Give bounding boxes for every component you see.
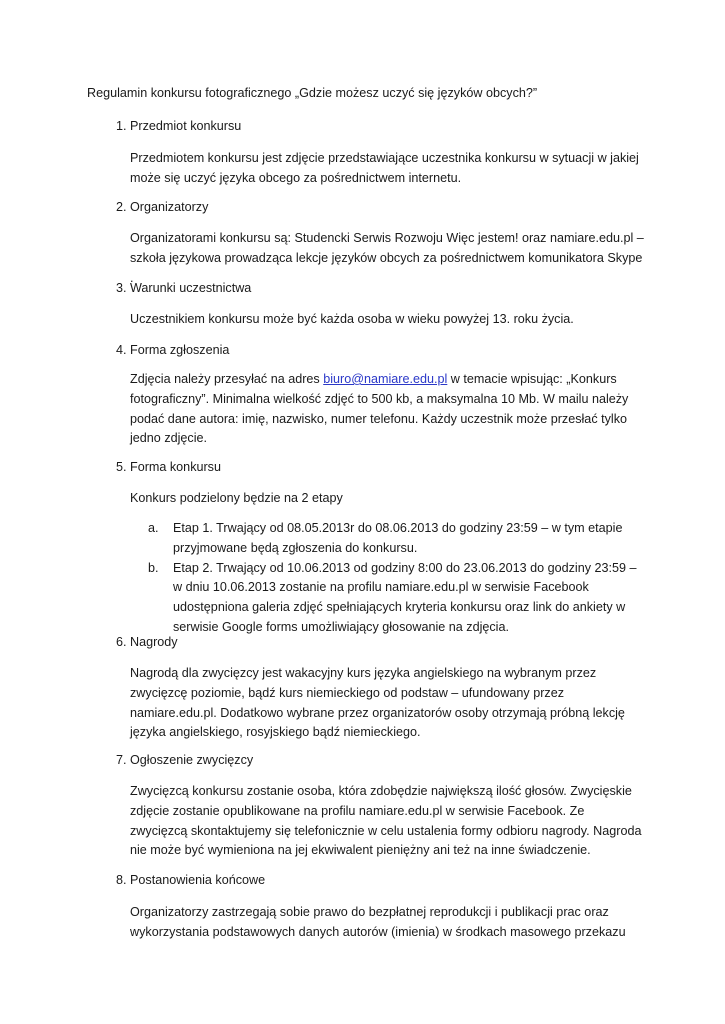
list-item (130, 559, 645, 638)
section-title: Warunki uczestnictwa (130, 281, 252, 295)
section-1-body: Przedmiotem konkursu jest zdjęcie przedstawiające uczestnika konkursu w sytuacji w jakiej może się uczyć języka obcego za pośrednictwem internetu. (130, 151, 639, 185)
section-2-body: Organizatorami konkursu są: Studencki Serwis Rozwoju Więc jestem! oraz namiare.edu.pl – szkoła językowa prowadząca lekcje języków obcych za pośrednictwem komunikatora Skype . (130, 231, 644, 285)
section-title: Forma konkursu (130, 460, 221, 474)
list-item-text: Etap 1. Trwający od 08.05.2013r do 08.06.2013 do godziny 23:59 – w tym etapie przyjmowane będą zgłoszenia do konkursu. (173, 521, 623, 555)
section-number: 5. (116, 460, 127, 474)
section-4-body (130, 370, 645, 449)
section-title: Organizatorzy (130, 200, 209, 214)
section-3-heading (87, 278, 647, 298)
section-number: 7. (116, 753, 127, 767)
list-item-text: Etap 2. Trwający od 10.06.2013 od godziny 8:00 do 23.06.2013 do godziny 23:59 – w dniu 10.06.2013 zostanie na profilu namiare.edu.pl w serwisie Facebook udostępniona galeria zdjęć spełniających kryteria konkursu oraz link do ankiety w serwisie Google forms umożliwiający głosowanie na zdjęcia. (173, 560, 637, 634)
section-title: Ogłoszenie zwycięzcy (130, 753, 254, 767)
section-number: 2. (116, 200, 127, 214)
section-3-body: Uczestnikiem konkursu może być każda osoba w wieku powyżej 13. roku życia. (130, 312, 574, 326)
section-1-heading (87, 116, 647, 136)
body-text-before-link: Zdjęcia należy przesyłać na adres (130, 372, 324, 386)
section-5-sublist (130, 519, 645, 638)
section-2-heading (87, 197, 647, 217)
section-number: 4. (116, 343, 127, 357)
section-5-body: Konkurs podzielony będzie na 2 etapy (130, 491, 343, 505)
section-5-heading (87, 457, 647, 477)
body-text-after-link: w temacie wpisując: „Konkurs fotograficzny”. Minimalna wielkość zdjęć to 500 kb, a maksymalna 10 Mb. W mailu należy podać dane autora: imię, nazwisko, numer telefonu. Każdy uczestnik może przesłać tylko jedno zdjęcie. (130, 372, 629, 446)
section-8-heading (87, 870, 647, 890)
list-item (130, 519, 645, 559)
section-title: Przedmiot konkursu (130, 119, 242, 133)
section-4-heading (87, 340, 647, 360)
email-link[interactable]: biuro@namiare.edu.pl (323, 372, 448, 386)
list-item-letter: b. (148, 560, 159, 575)
section-number: 6. (116, 635, 127, 649)
list-item-letter: a. (148, 521, 159, 535)
section-title: Postanowienia końcowe (130, 873, 266, 887)
section-title: Nagrody (130, 635, 178, 649)
section-6-body: Nagrodą dla zwycięzcy jest wakacyjny kurs języka angielskiego na wybranym przez zwycięzcę poziomie, bądź kurs niemieckiego od podstaw – ufundowany przez namiare.edu.pl. Dodatkowo wybrane przez organizatorów osoby otrzymają próbną lekcję języka angielskiego, rosyjskiego bądź niemieckiego. (130, 666, 625, 740)
section-number: 8. (116, 873, 127, 887)
section-8-body: Organizatorzy zastrzegają sobie prawo do bezpłatnej reprodukcji i publikacji prac oraz wykorzystania podstawowych danych autorów (imienia) w środkach masowego przekazu (130, 905, 626, 939)
section-7-heading (87, 750, 647, 770)
document-title: Regulamin konkursu fotograficznego „Gdzie możesz uczyć się języków obcych?” (87, 86, 538, 100)
section-7-body: Zwycięzcą konkursu zostanie osoba, która zdobędzie największą ilość głosów. Zwycięskie zdjęcie zostanie opublikowane na profilu namiare.edu.pl w serwisie Facebook. Ze zwycięzcą skontaktujemy się telefonicznie w celu ustalenia formy odbioru nagrody. Nagroda nie może być wymieniona na jej ekwiwalent pieniężny ani też na inne świadczenie. (130, 784, 642, 858)
section-number: 3. (116, 281, 127, 295)
section-number: 1. (116, 119, 127, 133)
section-6-heading (87, 632, 647, 652)
section-title: Forma zgłoszenia (130, 343, 230, 357)
